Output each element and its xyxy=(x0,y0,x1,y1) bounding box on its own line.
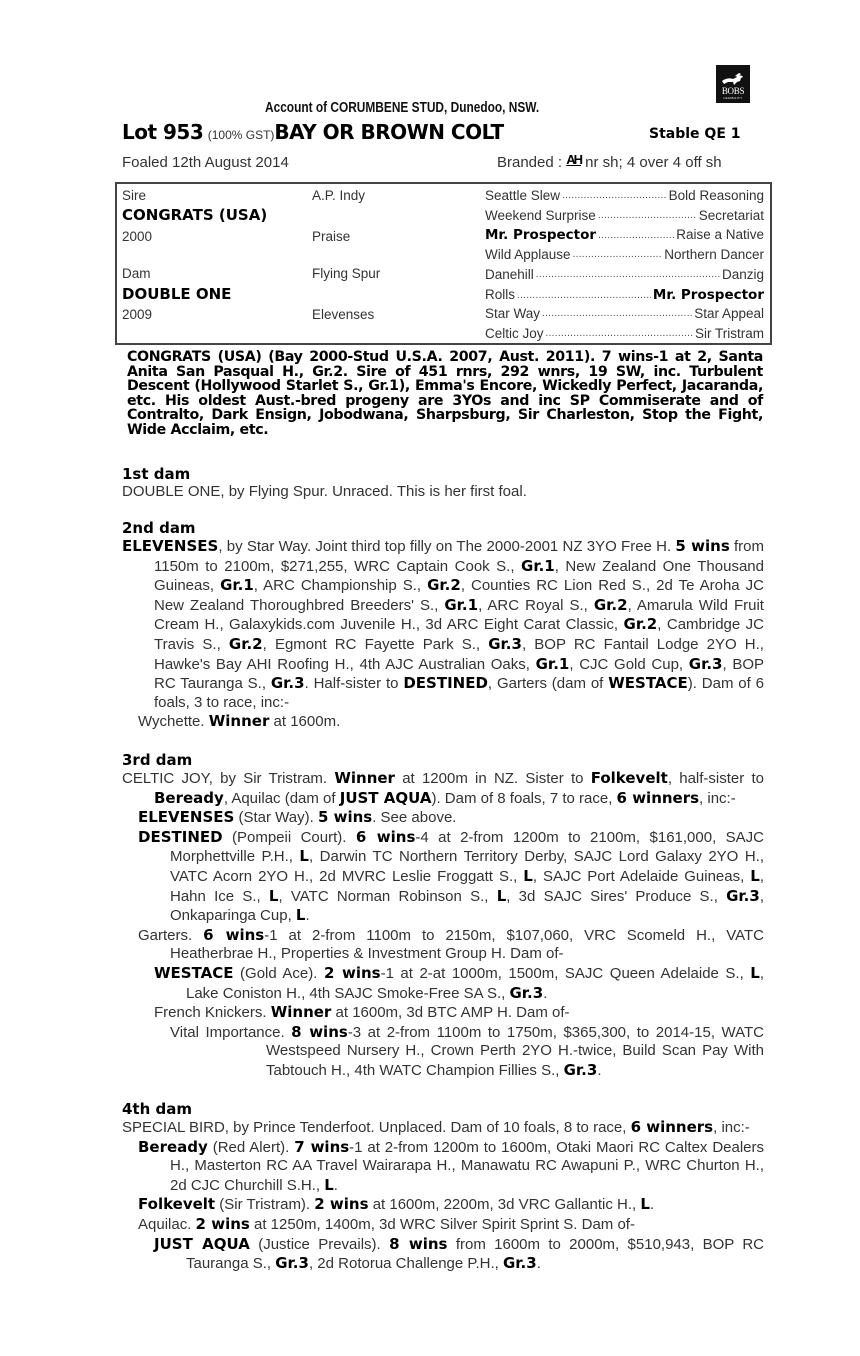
lot-number: Lot 953 xyxy=(122,120,204,144)
text-run: (Red Alert). xyxy=(207,1138,295,1156)
text-run: . xyxy=(305,907,310,925)
bold-highlight: Gr.3 xyxy=(275,1254,309,1273)
bold-highlight: Gr.1 xyxy=(521,556,555,575)
ancestor-sire: Secretariat xyxy=(698,207,764,223)
bold-highlight: Gr.3 xyxy=(270,674,305,693)
text-run: . xyxy=(543,984,548,1002)
bold-highlight: 5 wins xyxy=(675,537,730,555)
progeny-entry xyxy=(122,1023,764,1081)
text-run: ). Dam of 8 foals, 7 to race, xyxy=(431,789,617,807)
pedigree-gen3-row xyxy=(485,227,764,243)
text-run: (Pompeii Court). xyxy=(222,828,356,846)
dam-dam: Elevenses xyxy=(312,307,375,322)
bold-highlight: Gr.2 xyxy=(427,576,461,595)
progeny-entry xyxy=(122,1195,764,1215)
sire-year: 2000 xyxy=(122,229,153,244)
dot-leader xyxy=(536,267,720,282)
racehorse-icon xyxy=(719,72,747,86)
ancestor-sire: Bold Reasoning xyxy=(668,188,764,203)
logo-subtext: LEGIBILITY xyxy=(723,96,743,100)
text-run: , Onkaparinga Cup, xyxy=(170,887,764,925)
bold-highlight: Folkevelt xyxy=(138,1195,216,1214)
second-dam-text xyxy=(122,537,764,712)
bold-highlight: Gr.1 xyxy=(535,654,570,673)
text-run: SPECIAL BIRD, by Prince Tenderfoot. Unplaced. Dam of 10 foals, 8 to race, xyxy=(122,1119,631,1136)
text-run: , Amarula Wild Fruit Cream H., Galaxykids.com Juvenile H., 3d ARC Eight Carat Classic, xyxy=(154,596,764,634)
text-run: , ARC Royal S., xyxy=(478,596,594,614)
text-run: , inc:- xyxy=(699,789,736,807)
ancestor-name: Danehill xyxy=(485,266,534,282)
vendor-account: Account of CORUMBENE STUD, Dunedoo, NSW. xyxy=(265,100,540,116)
bold-highlight: Gr.3 xyxy=(688,654,723,673)
text-run: . See above. xyxy=(372,809,457,827)
bold-highlight: L xyxy=(496,886,507,905)
bold-highlight: JUST AQUA xyxy=(154,1234,250,1253)
bold-highlight: 2 wins xyxy=(195,1214,250,1233)
progeny-entry xyxy=(122,712,764,732)
dam-label: Dam xyxy=(122,266,151,281)
text-run: , Garters (dam of xyxy=(487,675,609,693)
bold-highlight: L xyxy=(324,1175,334,1194)
text-run: CELTIC JOY, by Sir Tristram. xyxy=(122,770,335,787)
text-run: , ARC Championship S., xyxy=(253,577,428,595)
bold-highlight: Gr.3 xyxy=(502,1254,537,1273)
text-run: at 1250m, 1400m, 3d WRC Silver Spirit Sprint S. Dam of- xyxy=(249,1215,635,1233)
text-run: from 1150m to 2100m, $271,255, WRC Captain Cook S., xyxy=(154,538,765,575)
second-dam-section xyxy=(122,519,764,732)
ancestor-sire: Raise a Native xyxy=(676,227,764,243)
progeny-entry xyxy=(122,964,764,1003)
progeny-entry xyxy=(122,828,764,926)
pedigree-gen3-row xyxy=(485,188,764,203)
text-run: , BOP RC Fantail Lodge 2YO H., Hawke's Bay AHI Roofing H., 4th AJC Australian Oaks, xyxy=(154,635,764,673)
text-run: , VATC Norman Robinson S., xyxy=(278,887,497,905)
pedigree-gen3-row xyxy=(485,326,764,341)
bold-highlight: Gr.3 xyxy=(488,634,522,653)
progeny-entry xyxy=(122,808,764,828)
ancestor-sire: Star Appeal xyxy=(694,306,764,322)
bold-highlight: Winner xyxy=(334,769,395,787)
branded-label: Branded : xyxy=(497,154,563,171)
ancestor-sire: Sir Tristram xyxy=(695,325,764,341)
progeny-entry xyxy=(122,1235,764,1274)
dot-leader xyxy=(517,287,651,303)
text-run: , by Star Way. Joint third top filly on The 2000-2001 NZ 3YO Free H. xyxy=(218,538,676,555)
text-run: (Gold Ace). xyxy=(233,964,324,982)
bold-highlight: 5 wins xyxy=(317,808,373,827)
bold-highlight: 6 wins xyxy=(355,827,416,846)
text-run: at 1600m. xyxy=(269,713,341,731)
text-run: . Half-sister to xyxy=(304,675,404,693)
gst-note: (100% GST) xyxy=(207,128,275,142)
section-heading: 2nd dam xyxy=(122,519,196,537)
sire-dam: Praise xyxy=(312,229,351,244)
bold-highlight: 8 wins xyxy=(291,1022,348,1041)
third-dam-text xyxy=(122,769,764,808)
lot-title xyxy=(122,120,504,144)
text-run: at 1600m, 3d BTC AMP H. Dam of- xyxy=(331,1004,570,1022)
bold-highlight: L xyxy=(268,886,279,905)
bold-highlight: 6 winners xyxy=(630,1118,714,1136)
progeny-entry xyxy=(122,1215,764,1235)
ancestor-name: Celtic Joy xyxy=(485,325,544,341)
text-run: . xyxy=(536,1255,541,1273)
text-run: -4 at 2-from 1200m to 2100m, $161,000, SAJC Morphettville P.H., xyxy=(170,828,765,866)
pedigree-gen3-row xyxy=(485,306,764,321)
bold-highlight: ELEVENSES xyxy=(122,537,219,555)
third-dam-section xyxy=(122,751,764,1081)
ancestor-name: Wild Applause xyxy=(485,247,571,263)
dot-leader xyxy=(546,326,693,341)
bold-highlight: L xyxy=(299,847,309,866)
sire-name: CONGRATS (USA) xyxy=(122,206,268,224)
branded-details: nr sh; 4 over 4 off sh xyxy=(585,154,722,171)
bold-highlight: Beready xyxy=(138,1137,208,1156)
text-run: , Cambridge JC Travis S., xyxy=(154,616,764,653)
bold-highlight: JUST AQUA xyxy=(339,788,432,807)
bold-highlight: Gr.2 xyxy=(228,634,263,653)
text-run: -3 at 2-from 1100m to 1750m, $365,300, to 2014-15, WATC Westspeed Nursery H., Crown Perth 2YO H.-twice, Build Scan Pay With Tabtouch H., 4th WATC Champion Fillies S., xyxy=(266,1023,764,1079)
bold-highlight: ELEVENSES xyxy=(138,808,235,827)
text-run: at 1200m in NZ. Sister to xyxy=(394,770,591,787)
stable-location: Stable QE 1 xyxy=(649,126,741,142)
bold-highlight: Gr.1 xyxy=(220,576,254,595)
text-run: , Hahn Ice S., xyxy=(170,867,764,905)
text-run: , SAJC Port Adelaide Guineas, xyxy=(532,867,751,885)
fourth-dam-text xyxy=(122,1118,764,1138)
text-run: , Egmont RC Fayette Park S., xyxy=(262,635,489,653)
first-dam-section xyxy=(122,465,764,502)
text-run: , Darwin TC Northern Territory Derby, SAJC Lord Galaxy 2YO H., VATC Acorn 2YO H., 2d MVRC Leslie Froggatt S., xyxy=(170,848,764,885)
bold-highlight: Gr.3 xyxy=(563,1060,598,1079)
section-heading: 4th dam xyxy=(122,1100,192,1118)
text-run: from 1600m to 2000m, $510,943, BOP RC Tauranga S., xyxy=(186,1235,765,1273)
bold-highlight: Beready xyxy=(154,788,224,807)
brand-mark-icon: AH xyxy=(566,152,581,167)
ancestor-sire: Danzig xyxy=(721,266,764,282)
text-run: -1 at 2-at 1000m, 1500m, SAJC Queen Adelaide S., xyxy=(380,964,751,982)
text-run: Vital Importance. xyxy=(170,1023,292,1041)
bold-highlight: 6 wins xyxy=(203,925,265,944)
bold-highlight: Winner xyxy=(208,712,270,731)
bold-highlight: 6 winners xyxy=(616,788,700,807)
progeny-entry xyxy=(122,926,764,964)
bold-highlight: 2 wins xyxy=(314,1195,369,1214)
pedigree-gen3-row xyxy=(485,247,764,262)
text-run: . xyxy=(333,1176,338,1194)
progeny-entry xyxy=(122,1138,764,1196)
text-run: (Justice Prevails). xyxy=(249,1235,390,1253)
text-run: , half-sister to xyxy=(667,770,765,787)
text-run: , CJC Gold Cup, xyxy=(569,655,689,673)
dot-leader xyxy=(542,306,692,321)
pedigree-gen3-row xyxy=(485,287,764,303)
ancestor-name: Seattle Slew xyxy=(485,188,561,203)
bold-highlight: L xyxy=(523,866,533,885)
dot-leader xyxy=(573,247,663,262)
bold-highlight: Gr.1 xyxy=(444,595,479,614)
bold-highlight: WESTACE xyxy=(608,674,688,693)
foaled-date: Foaled 12th August 2014 xyxy=(122,154,289,171)
sire-label: Sire xyxy=(122,188,147,203)
progeny-entry xyxy=(122,1003,764,1023)
sire-summary: CONGRATS (USA) (Bay 2000-Stud U.S.A. 2007, Aust. 2011). 7 wins-1 at 2, Santa Anita San Pasqual H., Gr.2. Sire of 451 rnrs, 292 wnrs, 19 SW, inc. Turbulent Descent (Hollywood Starlet S., Gr.1), Emma's Encore, Wickedly Perfect, Jacaranda, etc. His oldest Aust.-bred progeny are 3YOs and inc SP Commiserate and of Contralto, Dark Ensign, Jobodwana, Sharpsburg, Sir Charleston, Stop the Fight, Wide Acclaim, etc. xyxy=(127,349,763,438)
pedigree-table xyxy=(115,182,772,345)
dot-leader xyxy=(598,227,674,243)
dot-leader xyxy=(562,188,667,203)
text-run: at 1600m, 2200m, 3d VRC Gallantic H., xyxy=(368,1196,641,1214)
ancestor-name: Star Way xyxy=(485,306,541,322)
text-run: (Sir Tristram). xyxy=(215,1196,315,1214)
text-run: , 3d SAJC Sires' Produce S., xyxy=(506,887,727,905)
bold-highlight: L xyxy=(640,1195,650,1214)
dam-sire: Flying Spur xyxy=(312,266,381,281)
text-run: , 2d Rotorua Challenge P.H., xyxy=(308,1255,503,1273)
first-dam-text: DOUBLE ONE, by Flying Spur. Unraced. This is her first foal. xyxy=(122,483,527,500)
text-run: French Knickers. xyxy=(154,1004,271,1022)
bobs-logo xyxy=(716,65,750,103)
section-heading: 1st dam xyxy=(122,465,191,483)
bold-highlight: 8 wins xyxy=(389,1234,448,1253)
text-run: , inc:- xyxy=(713,1119,750,1136)
text-run: . xyxy=(597,1061,602,1079)
dam-name: DOUBLE ONE xyxy=(122,285,232,303)
text-run: , Counties RC Lion Red S., 2d Te Aroha JC New Zealand Thoroughbred Breeders' S., xyxy=(154,577,764,614)
bold-highlight: L xyxy=(750,963,760,982)
pedigree-gen3-row xyxy=(485,267,764,282)
text-run: . xyxy=(649,1196,655,1214)
sire-sire: A.P. Indy xyxy=(312,188,366,203)
text-run: , New Zealand One Thousand Guineas, xyxy=(154,557,764,595)
ancestor-sire: Northern Dancer xyxy=(664,247,764,263)
fourth-dam-section xyxy=(122,1100,764,1274)
bold-highlight: DESTINED xyxy=(403,674,488,693)
ancestor-name: Mr. Prospector xyxy=(485,227,597,244)
text-run: Garters. xyxy=(138,926,204,944)
pedigree-gen3-row xyxy=(485,208,764,223)
ancestor-sire: Mr. Prospector xyxy=(652,286,764,303)
text-run: Wychette. xyxy=(138,713,209,731)
bold-highlight: Gr.2 xyxy=(623,615,658,634)
bold-highlight: WESTACE xyxy=(154,963,234,982)
horse-description: BAY OR BROWN COLT xyxy=(274,120,504,144)
bold-highlight: Winner xyxy=(270,1003,332,1022)
logo-text: BOBS xyxy=(721,86,745,96)
text-run: (Star Way). xyxy=(234,809,318,827)
bold-highlight: L xyxy=(750,866,760,885)
bold-highlight: DESTINED xyxy=(138,827,223,846)
ancestor-name: Rolls xyxy=(485,286,516,302)
bold-highlight: Folkevelt xyxy=(590,769,668,787)
dam-year: 2009 xyxy=(122,307,153,322)
text-run: , BOP RC Tauranga S., xyxy=(154,655,765,693)
bold-highlight: Gr.3 xyxy=(726,886,760,905)
text-run: -1 at 2-from 1200m to 1600m, Otaki Maori RC Caltex Dealers H., Masterton RC AA Travel Wairarapa H., Manawatu RC Awapuni P., WRC Churton H., 2d CJC Churchill S.H., xyxy=(170,1138,764,1194)
text-run: , Lake Coniston H., 4th SAJC Smoke-Free SA S., xyxy=(186,964,764,1002)
bold-highlight: Gr.2 xyxy=(593,595,628,614)
bold-highlight: L xyxy=(295,906,306,925)
ancestor-name: Weekend Surprise xyxy=(485,207,596,223)
text-run: , Aquilac (dam of xyxy=(223,789,340,807)
text-run: ). Dam of 6 foals, 3 to race, inc:- xyxy=(154,675,765,711)
branding-info xyxy=(497,154,722,171)
dot-leader xyxy=(598,208,697,223)
text-run: -1 at 2-from 1100m to 2150m, $107,060, VRC Scomeld H., VATC Heatherbrae H., Properties & Investment Group H. Dam of- xyxy=(170,926,764,963)
text-run: Aquilac. xyxy=(138,1215,196,1233)
bold-highlight: Gr.3 xyxy=(509,983,544,1002)
section-heading: 3rd dam xyxy=(122,751,193,769)
bold-highlight: 7 wins xyxy=(294,1137,350,1156)
bold-highlight: 2 wins xyxy=(323,963,381,982)
